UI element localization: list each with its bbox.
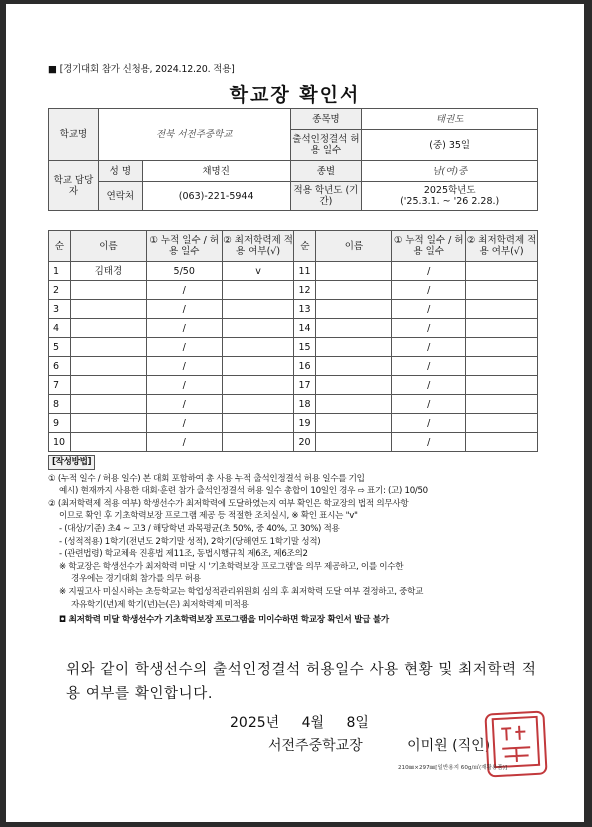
- table-row: [49, 300, 538, 319]
- cell-applied2: [466, 395, 538, 414]
- guide-final-note: ◘ 최저학력 미달 학생선수가 기초학력보장 프로그램을 미이수하면 학교장 확인서 발급 불가: [59, 615, 389, 626]
- header-note: ■ [경기대회 참가 신청용, 2024.12.20. 적용]: [48, 64, 235, 75]
- contact-group-label: 학교 담당자: [49, 161, 99, 211]
- cell-applied: [222, 357, 294, 376]
- school-label: 학교명: [49, 109, 99, 161]
- cell-no2: 16: [294, 357, 316, 376]
- principal-title: 서전주중학교장: [268, 738, 363, 754]
- cell-applied2: [466, 338, 538, 357]
- cell-name: [70, 433, 146, 452]
- cell-days2: /: [392, 357, 466, 376]
- date-year: 2025년: [230, 715, 280, 731]
- event-value: 태권도: [362, 109, 538, 130]
- cell-name2: [316, 338, 392, 357]
- table-row: [49, 395, 538, 414]
- event-label: 종목명: [290, 109, 362, 130]
- guide-line: 자유학기(년)제 학기(년)는(은) 최저학력제 미적용: [71, 599, 249, 610]
- cell-days2: /: [392, 433, 466, 452]
- cell-no2: 19: [294, 414, 316, 433]
- cell-applied2: [466, 281, 538, 300]
- cell-no: 9: [49, 414, 71, 433]
- cell-name: [70, 357, 146, 376]
- guide-line: 경우에는 경기대회 참가를 의무 허용: [71, 574, 201, 585]
- cell-applied2: [466, 357, 538, 376]
- cell-name2: [316, 433, 392, 452]
- cell-applied: [222, 319, 294, 338]
- cell-days2: /: [392, 395, 466, 414]
- guide-line: - (성적적용) 1학기(전년도 2학기말 성적), 2학기(당해연도 1학기말 성적): [59, 536, 321, 547]
- column-header: 이름: [316, 231, 392, 262]
- name-label: 성 명: [98, 161, 142, 182]
- guide-line: - (대상/기준) 초4 ~ 고3 / 해당학년 과목평균(초 50%, 중 40%, 고 30%) 적용: [59, 523, 340, 534]
- cell-no: 5: [49, 338, 71, 357]
- cell-name2: [316, 281, 392, 300]
- cell-name: [70, 395, 146, 414]
- phone-value: (063)-221-5944: [142, 182, 290, 211]
- cell-no2: 15: [294, 338, 316, 357]
- column-header: 순: [294, 231, 316, 262]
- guide-line: ※ 지필고사 미실시하는 초등학교는 학업성적관리위원회 심의 후 최저학력 도달 여부 결정하고, 중학교: [59, 586, 424, 597]
- cell-name2: [316, 414, 392, 433]
- cell-name: [70, 281, 146, 300]
- cell-name2: [316, 376, 392, 395]
- confirmation-text: 위와 같이 학생선수의 출석인정결석 허용일수 사용 현황 및 최저학력 적용 여부를 확인합니다.: [66, 662, 537, 702]
- cell-no: 8: [49, 395, 71, 414]
- column-header: ① 누적 일수 / 허용 일수: [146, 231, 222, 262]
- cell-name2: [316, 395, 392, 414]
- cell-days: /: [146, 319, 222, 338]
- cell-applied: [222, 433, 294, 452]
- name-value: 채명진: [142, 161, 290, 182]
- column-header: ② 최저학력제 적용 여부(√): [466, 231, 538, 262]
- cell-name: [70, 376, 146, 395]
- cell-applied2: [466, 376, 538, 395]
- cell-applied: [222, 376, 294, 395]
- cell-name2: [316, 357, 392, 376]
- cell-name: [70, 300, 146, 319]
- cell-name2: [316, 262, 392, 281]
- cell-days: /: [146, 376, 222, 395]
- table-row: [49, 338, 538, 357]
- column-header: ② 최저학력제 적용 여부(√): [222, 231, 294, 262]
- cell-name: [70, 319, 146, 338]
- cell-name2: [316, 300, 392, 319]
- year-value: 2025학년도: [423, 185, 476, 196]
- column-header: 이름: [70, 231, 146, 262]
- sex-value: 남(여)중: [362, 161, 538, 182]
- phone-label: 연락처: [98, 182, 142, 211]
- cell-days: /: [146, 357, 222, 376]
- cell-days2: /: [392, 414, 466, 433]
- cell-days: /: [146, 414, 222, 433]
- year-cell: [362, 182, 538, 211]
- sex-label: 종별: [290, 161, 362, 182]
- cell-days: /: [146, 281, 222, 300]
- table-row: [49, 433, 538, 452]
- principal-name: 이미원: [407, 738, 448, 754]
- cell-days2: /: [392, 281, 466, 300]
- cell-applied: [222, 338, 294, 357]
- table-row: [49, 376, 538, 395]
- cell-applied: [222, 414, 294, 433]
- cell-applied2: [466, 319, 538, 338]
- cell-no: 2: [49, 281, 71, 300]
- cell-days: /: [146, 395, 222, 414]
- column-header: 순: [49, 231, 71, 262]
- cell-name2: [316, 319, 392, 338]
- stamp-label: (직인): [452, 738, 491, 754]
- cell-days2: /: [392, 300, 466, 319]
- cell-name: [70, 338, 146, 357]
- cell-applied: [222, 395, 294, 414]
- students-header-row: [49, 231, 538, 262]
- table-row: [49, 319, 538, 338]
- guide-line: 예시) 현재까지 사용한 대회·훈련 참가 출석인정결석 허용 일수 총합이 10일인 경우 ⇨ 표기: (고) 10/50: [59, 486, 428, 497]
- cell-applied2: [466, 414, 538, 433]
- year-label: 적용 학년도 (기간): [290, 182, 362, 211]
- guide-line: 이므로 확인 후 기초학력보장 프로그램 제공 등 적절한 조치실시, ※ 확인 표시는 "v": [59, 511, 358, 522]
- table-row: [49, 262, 538, 281]
- cell-applied2: [466, 300, 538, 319]
- document-page: [6, 4, 584, 822]
- date-day: 8일: [346, 715, 369, 731]
- issue-date: [230, 712, 369, 732]
- date-month: 4월: [301, 715, 325, 731]
- cell-no: 10: [49, 433, 71, 452]
- students-table: [48, 230, 538, 452]
- cell-no2: 11: [294, 262, 316, 281]
- cell-no2: 20: [294, 433, 316, 452]
- cell-no2: 14: [294, 319, 316, 338]
- column-header: ① 누적 일수 / 허용 일수: [392, 231, 466, 262]
- cell-no: 3: [49, 300, 71, 319]
- cell-days2: /: [392, 376, 466, 395]
- cell-days: /: [146, 433, 222, 452]
- info-table: [48, 108, 538, 211]
- writing-guide: [48, 455, 548, 627]
- table-row: [49, 414, 538, 433]
- table-row: [49, 357, 538, 376]
- cell-days: /: [146, 300, 222, 319]
- paper-spec: 210㎜×297㎜[일반용지 60g/㎡(재활용품)]: [398, 765, 508, 771]
- cell-applied2: [466, 262, 538, 281]
- cell-days: 5/50: [146, 262, 222, 281]
- cell-no: 7: [49, 376, 71, 395]
- cell-days: /: [146, 338, 222, 357]
- year-period: ('25.3.1. ~ '26 2.28.): [400, 196, 500, 207]
- cell-name: 김태경: [70, 262, 146, 281]
- cell-no: 1: [49, 262, 71, 281]
- cell-days2: /: [392, 338, 466, 357]
- cell-no: 6: [49, 357, 71, 376]
- cell-no: 4: [49, 319, 71, 338]
- cell-applied: v: [222, 262, 294, 281]
- guide-heading: [작성방법]: [48, 455, 95, 470]
- cell-applied: [222, 300, 294, 319]
- table-row: [49, 281, 538, 300]
- school-value: 전북 서전주중학교: [98, 109, 290, 161]
- attend-value: (중) 35일: [362, 130, 538, 161]
- cell-no2: 12: [294, 281, 316, 300]
- cell-name: [70, 414, 146, 433]
- signature-line: [268, 735, 490, 755]
- guide-line: - (관련법령) 학교체육 진흥법 제11조, 동법시행규칙 제6조, 제6조의2: [59, 549, 308, 560]
- cell-applied: [222, 281, 294, 300]
- cell-days2: /: [392, 319, 466, 338]
- cell-no2: 13: [294, 300, 316, 319]
- cell-applied2: [466, 433, 538, 452]
- guide-line: ※ 학교장은 학생선수가 최저학력 미달 시 '기초학력보장 프로그램'을 의무 제공하고, 이를 이수한: [59, 561, 404, 572]
- attend-label: 출석인정결석 허용 일수: [290, 130, 362, 161]
- cell-no2: 18: [294, 395, 316, 414]
- guide-line: ① (누적 일수 / 허용 일수) 본 대회 포함하여 총 사용 누적 출석인정결석 허용 일수를 기입: [48, 473, 365, 484]
- cell-days2: /: [392, 262, 466, 281]
- document-title: 학교장 확인서: [229, 84, 361, 106]
- cell-no2: 17: [294, 376, 316, 395]
- guide-line: ② (최저학력제 적용 여부) 학생선수가 최저학력에 도달하였는지 여부 확인은 학교장의 법적 의무사항: [48, 498, 409, 509]
